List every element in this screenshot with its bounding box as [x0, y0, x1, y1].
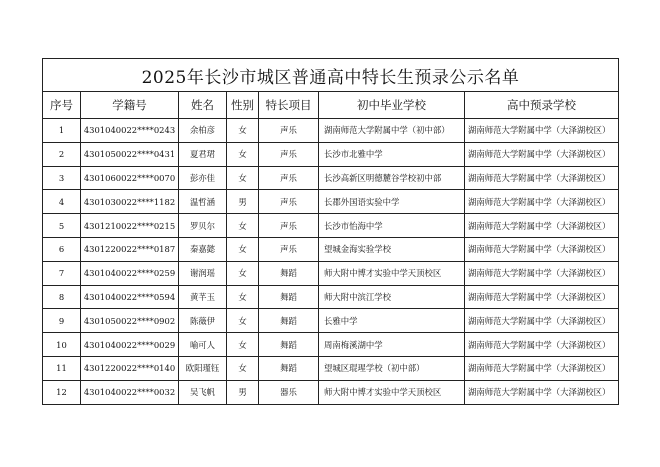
seq-cell: 5 [43, 214, 81, 238]
student-id-cell: 4301220022****0187 [81, 237, 179, 261]
table-row [43, 380, 619, 404]
name-cell: 吴飞帆 [179, 380, 227, 404]
high-school-cell: 湖南师范大学附属中学（大泽湖校区） [465, 237, 619, 261]
seq-cell: 11 [43, 356, 81, 380]
header-student-id: 学籍号 [81, 92, 179, 119]
middle-school-cell: 望城金海实验学校 [319, 237, 465, 261]
seq-cell: 3 [43, 166, 81, 190]
header-name: 姓名 [179, 92, 227, 119]
middle-school-cell: 长雅中学 [319, 309, 465, 333]
table-row [43, 261, 619, 285]
table-body [43, 119, 619, 405]
table-row [43, 119, 619, 143]
table-row [43, 190, 619, 214]
name-cell: 夏君珺 [179, 142, 227, 166]
seq-cell: 1 [43, 119, 81, 143]
document-title: 2025年长沙市城区普通高中特长生预录公示名单 [43, 59, 619, 92]
admission-list-sheet [42, 58, 618, 405]
student-id-cell: 4301210022****0215 [81, 214, 179, 238]
gender-cell: 女 [227, 309, 259, 333]
table-row [43, 142, 619, 166]
high-school-cell: 湖南师范大学附属中学（大泽湖校区） [465, 309, 619, 333]
gender-cell: 女 [227, 333, 259, 357]
header-middle-school: 初中毕业学校 [319, 92, 465, 119]
name-cell: 黄芊玉 [179, 285, 227, 309]
gender-cell: 女 [227, 166, 259, 190]
high-school-cell: 湖南师范大学附属中学（大泽湖校区） [465, 380, 619, 404]
gender-cell: 女 [227, 261, 259, 285]
specialty-cell: 舞蹈 [259, 285, 319, 309]
student-id-cell: 4301040022****0259 [81, 261, 179, 285]
header-row [43, 92, 619, 119]
name-cell: 温哲涵 [179, 190, 227, 214]
gender-cell: 女 [227, 356, 259, 380]
middle-school-cell: 长沙高新区明德麓谷学校初中部 [319, 166, 465, 190]
student-id-cell: 4301050022****0431 [81, 142, 179, 166]
name-cell: 谢润瑶 [179, 261, 227, 285]
table-row [43, 333, 619, 357]
admission-table [42, 58, 619, 405]
seq-cell: 8 [43, 285, 81, 309]
gender-cell: 女 [227, 237, 259, 261]
header-seq: 序号 [43, 92, 81, 119]
specialty-cell: 舞蹈 [259, 309, 319, 333]
seq-cell: 12 [43, 380, 81, 404]
gender-cell: 女 [227, 214, 259, 238]
header-gender: 性别 [227, 92, 259, 119]
specialty-cell: 声乐 [259, 119, 319, 143]
name-cell: 余柏彦 [179, 119, 227, 143]
header-high-school: 高中预录学校 [465, 92, 619, 119]
student-id-cell: 4301040022****0594 [81, 285, 179, 309]
seq-cell: 9 [43, 309, 81, 333]
specialty-cell: 声乐 [259, 237, 319, 261]
name-cell: 欧阳瑾钰 [179, 356, 227, 380]
high-school-cell: 湖南师范大学附属中学（大泽湖校区） [465, 285, 619, 309]
middle-school-cell: 湖南师范大学附属中学（初中部） [319, 119, 465, 143]
table-row [43, 214, 619, 238]
middle-school-cell: 周南梅溪湖中学 [319, 333, 465, 357]
gender-cell: 女 [227, 119, 259, 143]
high-school-cell: 湖南师范大学附属中学（大泽湖校区） [465, 142, 619, 166]
table-row [43, 166, 619, 190]
header-specialty: 特长项目 [259, 92, 319, 119]
table-row [43, 285, 619, 309]
high-school-cell: 湖南师范大学附属中学（大泽湖校区） [465, 356, 619, 380]
seq-cell: 6 [43, 237, 81, 261]
middle-school-cell: 长沙市北雅中学 [319, 142, 465, 166]
high-school-cell: 湖南师范大学附属中学（大泽湖校区） [465, 261, 619, 285]
seq-cell: 7 [43, 261, 81, 285]
student-id-cell: 4301040022****0243 [81, 119, 179, 143]
name-cell: 喻可人 [179, 333, 227, 357]
name-cell: 秦嘉懿 [179, 237, 227, 261]
middle-school-cell: 长沙市怡海中学 [319, 214, 465, 238]
table-row [43, 237, 619, 261]
name-cell: 罗贝尔 [179, 214, 227, 238]
name-cell: 陈薇伊 [179, 309, 227, 333]
seq-cell: 10 [43, 333, 81, 357]
student-id-cell: 4301220022****0140 [81, 356, 179, 380]
high-school-cell: 湖南师范大学附属中学（大泽湖校区） [465, 119, 619, 143]
table-row [43, 356, 619, 380]
student-id-cell: 4301030022****1182 [81, 190, 179, 214]
specialty-cell: 舞蹈 [259, 261, 319, 285]
middle-school-cell: 师大附中博才实验中学天顶校区 [319, 380, 465, 404]
specialty-cell: 舞蹈 [259, 356, 319, 380]
middle-school-cell: 师大附中滨江学校 [319, 285, 465, 309]
specialty-cell: 舞蹈 [259, 333, 319, 357]
seq-cell: 4 [43, 190, 81, 214]
specialty-cell: 声乐 [259, 142, 319, 166]
specialty-cell: 声乐 [259, 166, 319, 190]
high-school-cell: 湖南师范大学附属中学（大泽湖校区） [465, 190, 619, 214]
student-id-cell: 4301040022****0029 [81, 333, 179, 357]
student-id-cell: 4301040022****0032 [81, 380, 179, 404]
middle-school-cell: 师大附中博才实验中学天顶校区 [319, 261, 465, 285]
student-id-cell: 4301060022****0070 [81, 166, 179, 190]
gender-cell: 男 [227, 190, 259, 214]
gender-cell: 女 [227, 142, 259, 166]
seq-cell: 2 [43, 142, 81, 166]
high-school-cell: 湖南师范大学附属中学（大泽湖校区） [465, 214, 619, 238]
specialty-cell: 器乐 [259, 380, 319, 404]
gender-cell: 女 [227, 285, 259, 309]
specialty-cell: 声乐 [259, 190, 319, 214]
student-id-cell: 4301050022****0902 [81, 309, 179, 333]
middle-school-cell: 长郡外国语实验中学 [319, 190, 465, 214]
high-school-cell: 湖南师范大学附属中学（大泽湖校区） [465, 333, 619, 357]
table-row [43, 309, 619, 333]
high-school-cell: 湖南师范大学附属中学（大泽湖校区） [465, 166, 619, 190]
specialty-cell: 声乐 [259, 214, 319, 238]
gender-cell: 男 [227, 380, 259, 404]
middle-school-cell: 望城区琨瑆学校（初中部） [319, 356, 465, 380]
name-cell: 彭亦佳 [179, 166, 227, 190]
